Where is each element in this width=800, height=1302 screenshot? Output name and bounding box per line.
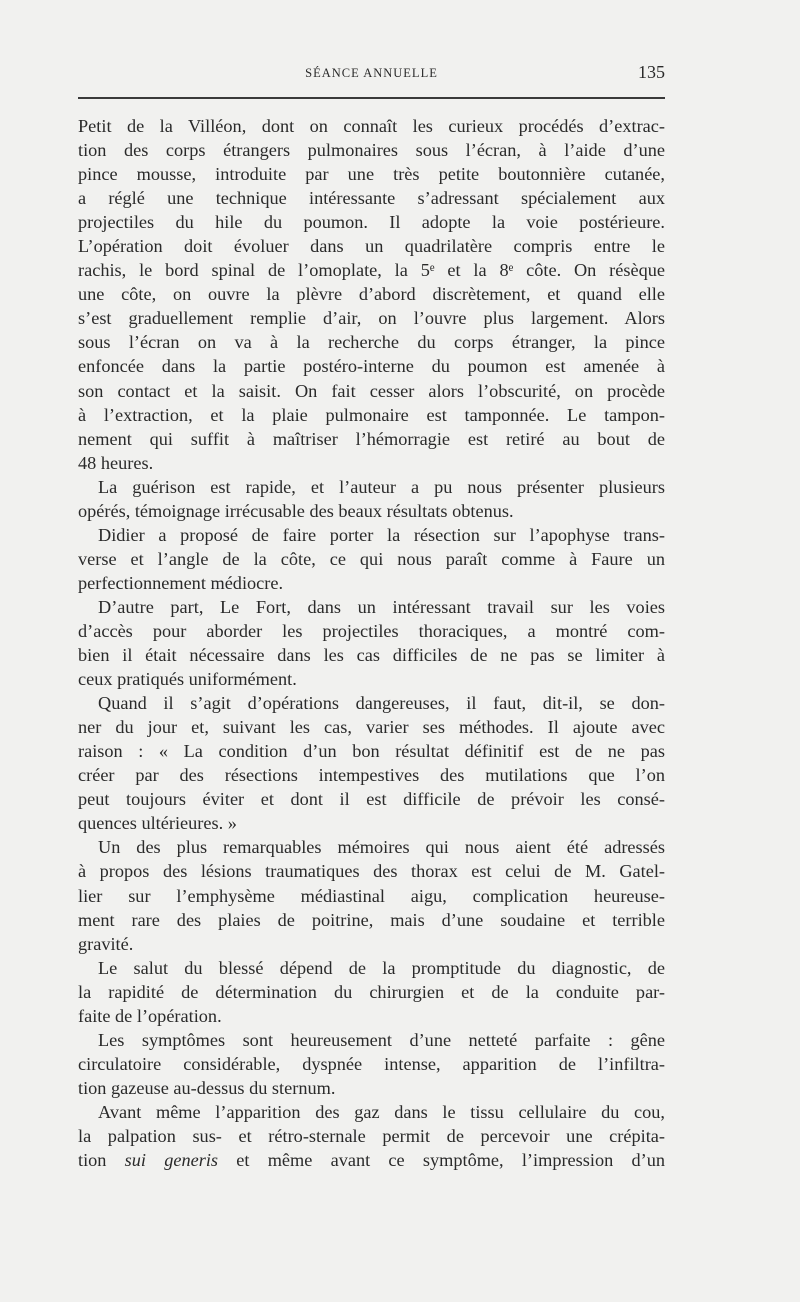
- text-line: [78, 523, 665, 547]
- line-text: ment rare des plaies de poitrine, mais d’une soudaine et terrible: [78, 909, 665, 930]
- text-line: [78, 258, 665, 282]
- line-text: ceux pratiqués uniformément.: [78, 669, 297, 690]
- text-line: [78, 1076, 665, 1100]
- line-text: la rapidité de détermination du chirurgien et de la conduite par-: [78, 981, 665, 1002]
- line-text: Avant même l’apparition des gaz dans le tissu cellulaire du cou,: [98, 1101, 665, 1122]
- text-line: [78, 571, 665, 595]
- text-line: [78, 403, 665, 427]
- line-text: la palpation sus- et rétro-sternale permit de percevoir une crépita-: [78, 1125, 665, 1146]
- line-text: Petit de la Villéon, dont on connaît les curieux procédés d’extrac-: [78, 116, 665, 136]
- line-text: Le salut du blessé dépend de la promptitude du diagnostic, de: [98, 957, 665, 978]
- text-line: [78, 114, 665, 138]
- line-text: ner du jour et, suivant les cas, varier ses méthodes. Il ajoute avec: [78, 717, 665, 738]
- text-line: [78, 811, 665, 835]
- text-line: [78, 763, 665, 787]
- text-line: [78, 643, 665, 667]
- line-text: Un des plus remarquables mémoires qui nous aient été adressés: [98, 837, 665, 858]
- line-text: projectiles du hile du poumon. Il adopte la voie postérieure.: [78, 212, 665, 233]
- text-line: [78, 234, 665, 258]
- text-line: [78, 835, 665, 859]
- header-rule: [78, 97, 665, 99]
- text-line: [78, 162, 665, 186]
- text-line: [78, 859, 665, 883]
- text-line: [78, 330, 665, 354]
- text-line: [78, 138, 665, 162]
- text-line: [78, 980, 665, 1004]
- line-text: d’accès pour aborder les projectiles thoraciques, a montré com-: [78, 620, 665, 641]
- line-text: gravité.: [78, 933, 134, 954]
- line-text: pince mousse, introduite par une très petite boutonnière cutanée,: [78, 164, 665, 185]
- text-line: [78, 1052, 665, 1076]
- page-number: 135: [638, 62, 665, 82]
- text-line: [78, 451, 665, 475]
- text-line: [78, 1148, 665, 1172]
- body-text: [78, 114, 665, 1172]
- text-line: [78, 1100, 665, 1124]
- text-line: [78, 667, 665, 691]
- line-text: tion: [78, 1150, 125, 1171]
- text-line: [78, 908, 665, 932]
- text-line: [78, 956, 665, 980]
- line-text: à propos des lésions traumatiques des thorax est celui de M. Gatel-: [78, 861, 665, 882]
- line-text: une côte, on ouvre la plèvre d’abord discrètement, et quand elle: [78, 284, 665, 305]
- text-line: [78, 884, 665, 908]
- text-line: [78, 379, 665, 403]
- text-line: [78, 282, 665, 306]
- text-line: [78, 595, 665, 619]
- line-text: enfoncée dans la partie postéro-interne du poumon est amenée à: [78, 356, 665, 377]
- text-line: [78, 210, 665, 234]
- text-line: [78, 715, 665, 739]
- text-line: [78, 932, 665, 956]
- text-line: [78, 1124, 665, 1148]
- line-text: à l’extraction, et la plaie pulmonaire est tamponnée. Le tampon-: [78, 404, 665, 425]
- text-line: [78, 354, 665, 378]
- line-text: tion des corps étrangers pulmonaires sous l’écran, à l’aide d’une: [78, 140, 665, 161]
- line-text: lier sur l’emphysème médiastinal aigu, complication heureuse-: [78, 885, 665, 906]
- line-text: bien il était nécessaire dans les cas difficiles de ne pas se limiter à: [78, 645, 665, 666]
- line-text: faite de l’opération.: [78, 1005, 222, 1026]
- line-text: tion gazeuse au-dessus du sternum.: [78, 1077, 336, 1098]
- text-line: [78, 787, 665, 811]
- line-text: perfectionnement médiocre.: [78, 572, 284, 593]
- line-text: circulatoire considérable, dyspnée intense, apparition de l’infiltra-: [78, 1053, 665, 1074]
- text-line: [78, 427, 665, 451]
- line-text: son contact et la saisit. On fait cesser alors l’obscurité, on procède: [78, 380, 665, 401]
- text-line: [78, 1004, 665, 1028]
- text-line: [78, 739, 665, 763]
- text-line: [78, 186, 665, 210]
- line-text: La guérison est rapide, et l’auteur a pu nous présenter plusieurs: [98, 476, 665, 497]
- line-text: sous l’écran on va à la recherche du corps étranger, la pince: [78, 332, 665, 353]
- text-line: [78, 475, 665, 499]
- line-text: créer par des résections intempestives des mutilations que l’on: [78, 765, 665, 786]
- line-text: peut toujours éviter et dont il est difficile de prévoir les consé-: [78, 789, 665, 810]
- line-text: Didier a proposé de faire porter la résection sur l’apophyse trans-: [98, 524, 665, 545]
- line-text: 48 heures.: [78, 452, 154, 473]
- line-text: s’est graduellement remplie d’air, on l’ouvre plus largement. Alors: [78, 308, 665, 329]
- line-text: a réglé une technique intéressante s’adressant spécialement aux: [78, 188, 665, 209]
- running-title: SÉANCE ANNUELLE: [305, 66, 438, 80]
- line-text: L’opération doit évoluer dans un quadrilatère compris entre le: [78, 236, 665, 257]
- line-text: nement qui suffit à maîtriser l’hémorragie est retiré au bout de: [78, 428, 665, 449]
- line-text: D’autre part, Le Fort, dans un intéressant travail sur les voies: [98, 596, 665, 617]
- line-text: et même avant ce symptôme, l’impression d’un: [218, 1150, 665, 1171]
- line-text: quences ultérieures. »: [78, 813, 237, 834]
- line-text: Les symptômes sont heureusement d’une netteté parfaite : gêne: [98, 1029, 665, 1050]
- text-line: [78, 306, 665, 330]
- text-line: [78, 1028, 665, 1052]
- line-text: verse et l’angle de la côte, ce qui nous paraît comme à Faure un: [78, 548, 665, 569]
- line-text: Quand il s’agit d’opérations dangereuses, il faut, dit-il, se don-: [98, 693, 665, 714]
- running-header: [78, 62, 665, 84]
- text-line: [78, 499, 665, 523]
- text-line: [78, 691, 665, 715]
- text-line: [78, 547, 665, 571]
- line-text: raison : « La condition d’un bon résultat définitif est de ne pas: [78, 741, 665, 762]
- italic-text: sui generis: [124, 1150, 219, 1171]
- text-line: [78, 619, 665, 643]
- line-text: opérés, témoignage irrécusable des beaux résultats obtenus.: [78, 500, 514, 521]
- line-text: rachis, le bord spinal de l’omoplate, la 5ᵉ et la 8ᵉ côte. On résèque: [78, 260, 665, 281]
